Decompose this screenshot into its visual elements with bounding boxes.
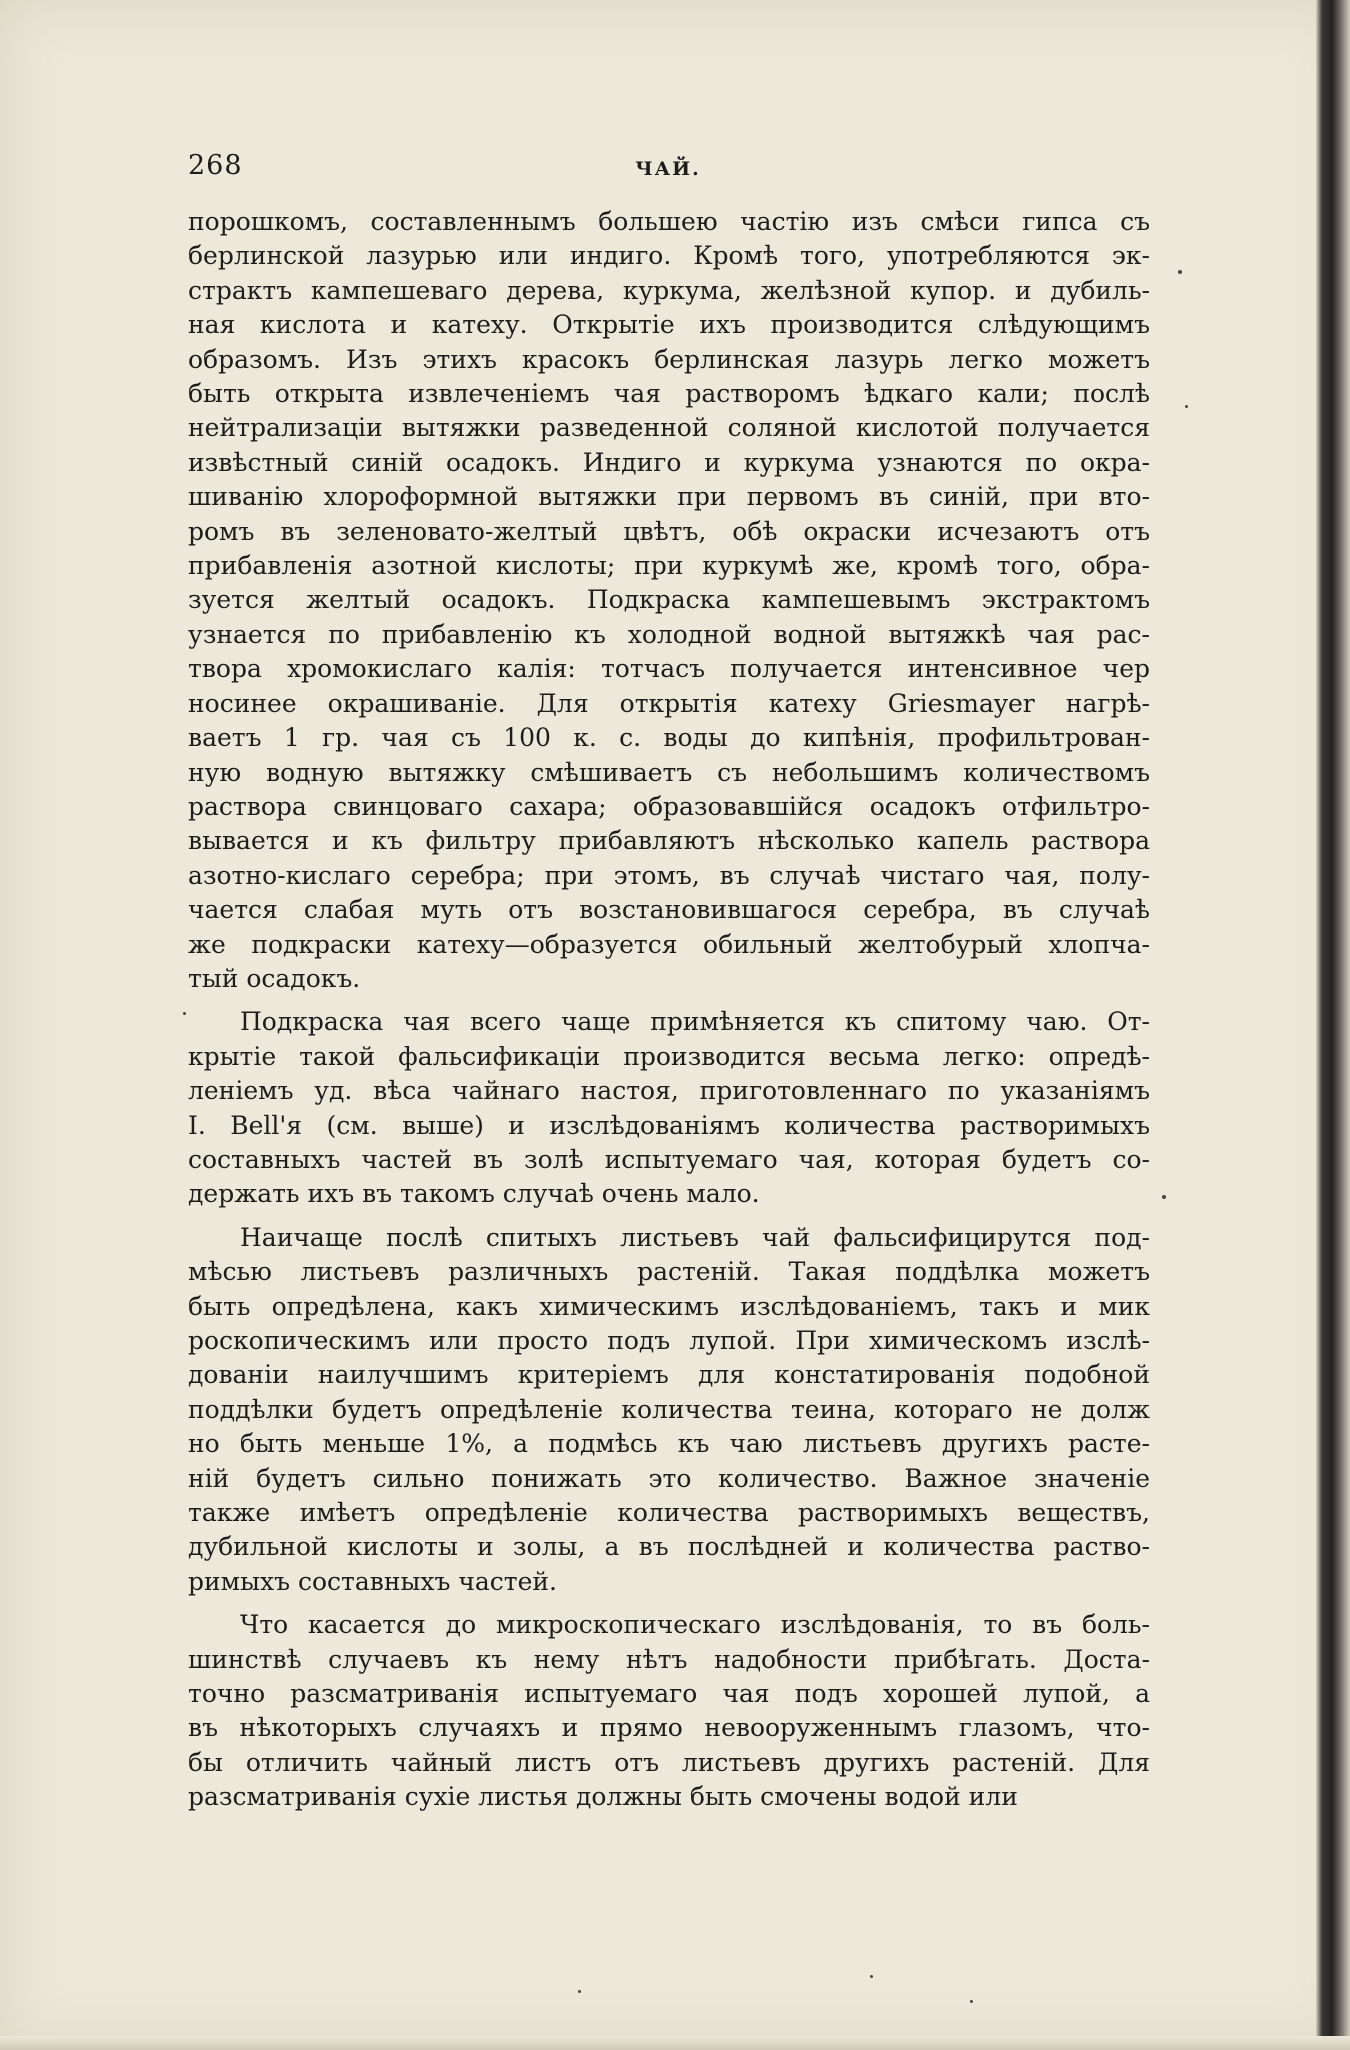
text-line: зуется желтый осадокъ. Подкраска кампешевымъ экстрактомъ [188,585,1150,615]
text-line: шинствѣ случаевъ къ нему нѣтъ надобности прибѣгать. Доста- [188,1644,1150,1674]
text-line: Наичаще послѣ спитыхъ листьевъ чай фальсифицирутся под- [240,1222,1150,1252]
text-line: узнается по прибавленію къ холодной водной вытяжкѣ чая рас- [188,619,1150,649]
text-line: дованіи наилучшимъ критеріемъ для констатированія подобной [188,1360,1150,1390]
text-line: разсматриванія сухіе листья должны быть смочены водой или [188,1782,1018,1812]
text-line: бы отличить чайный листъ отъ листьевъ другихъ растеній. Для [188,1747,1150,1777]
page-number: 268 [188,150,243,181]
text-line: прибавленія азотной кислоты; при куркумѣ же, кромѣ того, обра- [188,551,1150,581]
paragraph [188,205,1150,996]
text-line: въ нѣкоторыхъ случаяхъ и прямо невооруженнымъ глазомъ, что- [188,1713,1150,1743]
paper-speck [183,1012,186,1015]
page-header [188,150,1148,190]
text-line: извѣстный синій осадокъ. Индиго и куркума узнаются по окра- [188,447,1150,477]
text-line: азотно-кислаго серебра; при этомъ, въ случаѣ чистаго чая, полу- [188,860,1150,890]
paragraph-gap [188,996,1150,1005]
text-line: же подкраски катеху—образуется обильный желтобурый хлопча- [188,929,1150,959]
page-bottom-edge [0,2036,1350,2050]
text-line: Что касается до микроскопическаго изслѣдованія, то въ боль- [240,1610,1150,1640]
text-line: ваетъ 1 гр. чая съ 100 к. с. воды до кипѣнія, профильтрован- [188,723,1150,753]
text-line: I. Bell'я (см. выше) и изслѣдованіямъ количества растворимыхъ [188,1110,1150,1140]
text-line: Подкраска чая всего чаще примѣняется къ спитому чаю. От- [240,1007,1150,1037]
text-line: твора хромокислаго калія: тотчасъ получается интенсивное чер [188,654,1150,684]
text-line: мѣсью листьевъ различныхъ растеній. Такая поддѣлка можетъ [188,1257,1150,1287]
body-text [188,205,1150,1815]
text-line: ную водную вытяжку смѣшиваетъ съ небольшимъ количествомъ [188,757,1150,787]
text-line: но быть меньше 1%, а подмѣсь къ чаю листьевъ другихъ расте- [188,1429,1150,1459]
text-line: поддѣлки будетъ опредѣленіе количества теина, котораго не долж [188,1394,1150,1424]
paragraph-gap [188,1599,1150,1608]
text-line: римыхъ составныхъ частей. [188,1566,558,1596]
running-title: ЧАЙ. [635,158,701,180]
paper-speck [578,1990,581,1993]
paragraph [188,1221,1150,1599]
paper-speck [1185,405,1188,408]
text-line: берлинской лазурью или индиго. Кромѣ того, употребляются эк- [188,241,1150,271]
text-line: чается слабая муть отъ возстановившагося серебра, въ случаѣ [188,895,1150,925]
text-line: вывается и къ фильтру прибавляютъ нѣсколько капель раствора [188,826,1150,856]
text-line: тый осадокъ. [188,963,361,993]
text-line: ромъ въ зеленовато-желтый цвѣтъ, обѣ окраски исчезаютъ отъ [188,516,1150,546]
paper-speck [1162,1195,1166,1199]
text-line: нейтрализаціи вытяжки разведенной соляной кислотой получается [188,413,1150,443]
text-line: шиванію хлороформной вытяжки при первомъ въ синій, при вто- [188,482,1150,512]
text-line: крытіе такой фальсификаціи производится весьма легко: опредѣ- [188,1041,1150,1071]
paragraph [188,1005,1150,1211]
text-line: роскопическимъ или просто подъ лупой. При химическомъ изслѣ- [188,1326,1150,1355]
text-line: образомъ. Изъ этихъ красокъ берлинская лазурь легко можетъ [188,344,1150,374]
text-line: быть открыта извлеченіемъ чая растворомъ ѣдкаго кали; послѣ [188,379,1150,409]
text-line: держать ихъ въ такомъ случаѣ очень мало. [188,1179,760,1209]
text-line: порошкомъ, составленнымъ большею частію изъ смѣси гипса съ [188,207,1150,236]
text-line: также имѣетъ опредѣленіе количества растворимыхъ веществъ, [188,1498,1150,1528]
text-line: быть опредѣлена, какъ химическимъ изслѣдованіемъ, такъ и мик [188,1291,1150,1321]
text-line: составныхъ частей въ золѣ испытуемаго чая, которая будетъ со- [188,1144,1150,1174]
text-line: ная кислота и катеху. Открытіе ихъ производится слѣдующимъ [188,310,1150,340]
text-line: леніемъ уд. вѣса чайнаго настоя, приготовленнаго по указаніямъ [188,1076,1150,1106]
paper-speck [870,1975,873,1978]
text-line: ній будетъ сильно понижать это количество. Важное значеніе [188,1463,1150,1493]
text-line: дубильной кислоты и золы, а въ послѣдней и количества раство- [188,1532,1150,1562]
paragraph [188,1608,1150,1814]
text-line: страктъ кампешеваго дерева, куркума, желѣзной купор. и дубиль- [188,275,1150,305]
paper-speck [970,2000,973,2003]
text-line: носинее окрашиваніе. Для открытія катеху Griesmayer нагрѣ- [188,688,1150,718]
paragraph-gap [188,1212,1150,1221]
text-line: раствора свинцоваго сахара; образовавшійся осадокъ отфильтро- [188,791,1150,821]
text-line: точно разсматриванія испытуемаго чая подъ хорошей лупой, а [188,1679,1150,1709]
paper-speck [1178,270,1182,274]
page-gutter-shadow [1316,0,1350,2050]
